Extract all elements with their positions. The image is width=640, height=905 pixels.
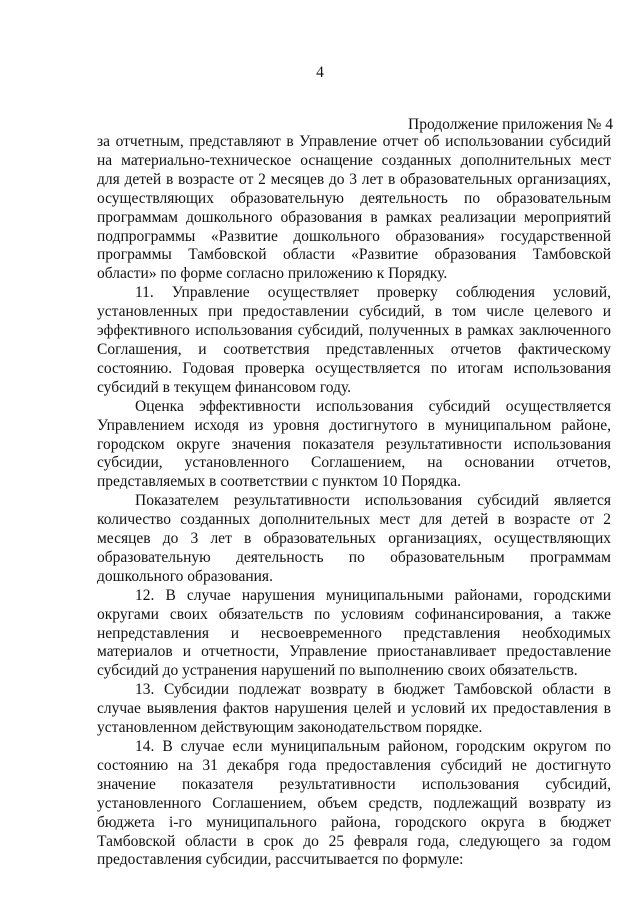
paragraph-continuation: за отчетным, представляют в Управление отчет об использовании субсидий на материально-техническое оснащение созданных дополнительных мест для детей в возрасте от 2 месяцев до 3 лет в образовательных организациях, осуществляющих образовательную деятельность по образовательным программам дошкольного образования в рамках реализации мероприятий подпрограммы «Развитие дошкольного образования» государственной программы Тамбовской области «Развитие образования Тамбовской области» по форме согласно приложению к Порядку. — [97, 133, 611, 283]
paragraph-12: 12. В случае нарушения муниципальными районами, городскими округами своих обязательств по условиям софинансирования, а также непредставления и несвоевременного представления необходимых материалов и отчетности, Управление приостанавливает предоставление субсидий до устранения нарушений по выполнению своих обязательств. — [97, 586, 611, 680]
paragraph-13: 13. Субсидии подлежат возврату в бюджет Тамбовской области в случае выявления фактов нарушения целей и условий их предоставления в установленном действующим законодательством порядке. — [97, 681, 611, 737]
page-number: 4 — [316, 64, 324, 81]
paragraph-14: 14. В случае если муниципальным районом, городским округом по состоянию на 31 декабря года предоставления субсидий не достигнуто значение показателя результативности использования субсидий, установленного Соглашением, объем средств, подлежащий возврату из бюджета i-го муниципального района, городского округа в бюджет Тамбовской области в срок до 25 февраля года, следующего за годом предоставления субсидии, рассчитывается по формуле: — [97, 738, 611, 869]
paragraph-11: 11. Управление осуществляет проверку соблюдения условий, установленных при предоставлении субсидий, в том числе целевого и эффективного использования субсидий, полученных в рамках заключенного Соглашения, и соответствия представленных отчетов фактическому состоянию. Годовая проверка осуществляется по итогам использования субсидий в текущем финансовом году. — [97, 284, 611, 396]
annex-heading: Продолжение приложения № 4 — [408, 116, 613, 133]
paragraph-efficiency-assessment: Оценка эффективности использования субсидий осуществляется Управлением исходя из уровня достигнутого в муниципальном районе, городском округе значения показателя результативности использования субсидии, установленного Соглашением, на основании отчетов, представляемых в соответствии с пунктом 10 Порядка. — [97, 397, 611, 491]
document-body — [97, 133, 611, 870]
paragraph-performance-indicator: Показателем результативности использования субсидий является количество созданных дополнительных мест для детей в возрасте от 2 месяцев до 3 лет в образовательных организациях, осуществляющих образовательную деятельность по образовательным программам дошкольного образования. — [97, 492, 611, 585]
